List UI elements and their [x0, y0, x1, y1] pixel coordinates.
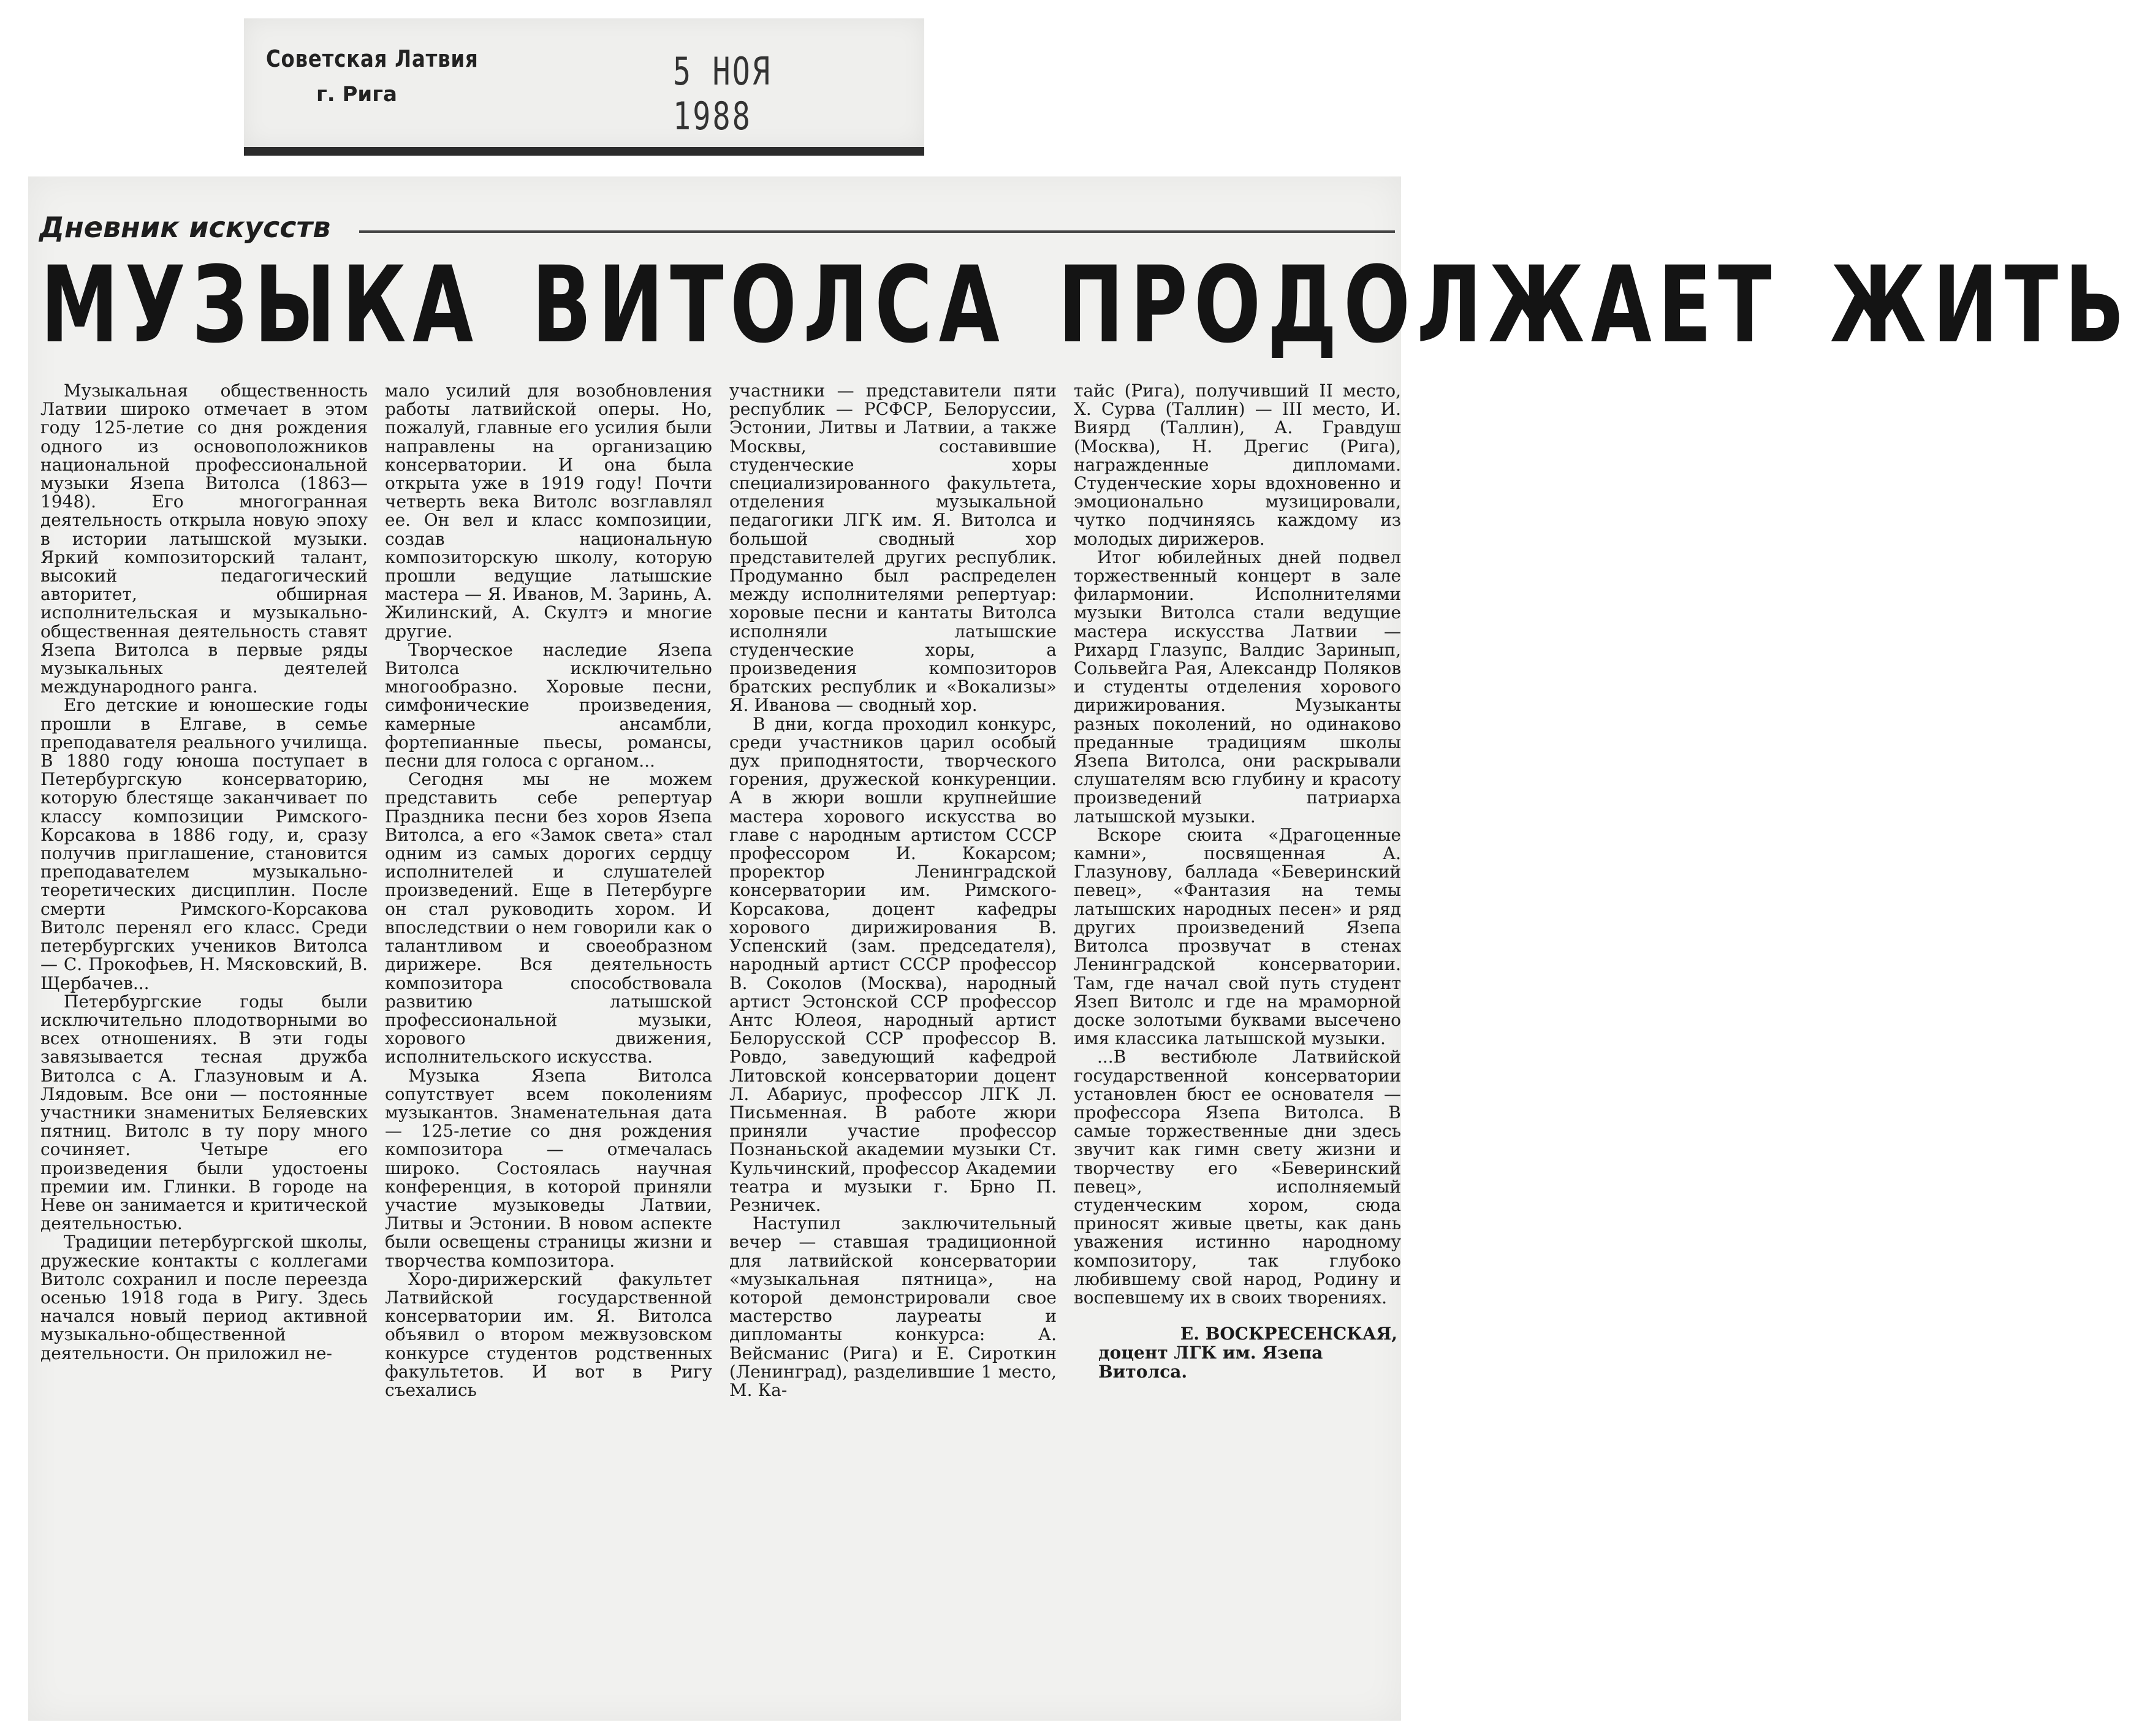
author-signature	[1074, 1324, 1401, 1381]
date-stamp: 5 НОЯ 1988	[673, 49, 772, 138]
paragraph: Музыкальная общественность Латвии широко отмечает в этом году 125-летие со дня рождения одного из основоположников национальной профессиональной музыки Язепа Витолса (1863—1948). Его многогранная деятельность открыла новую эпоху в истории латышской музыки. Яркий композиторский талант, высокий педагогический авторитет, обширная исполнительская и музыкально-общественная деятельность ставят Язепа Витолса в первые ряды музыкальных деятелей международного ранга.	[40, 381, 368, 697]
author-name: Е. ВОСКРЕСЕНСКАЯ,	[1180, 1324, 1397, 1344]
paragraph: Петербургские годы были исключительно плодотворными во всех отношениях. В эти годы завязывается тесная дружба Витолса с А. Глазуновым и А. Лядовым. Все они — постоянные участники знаменитых Беляевских пятниц. Витолс в ту пору много сочиняет. Четыре его произведения были удостоены премии им. Глинки. В городе на Неве он занимается и критической деятельностью.	[40, 991, 368, 1234]
paragraph: тайс (Рига), получивший II место, Х. Сурва (Таллин) — III место, И. Виярд (Таллин), А. Гравдуш (Москва), Н. Дрегис (Рига), награжденные дипломами. Студенческие хоры вдохновенно и эмоционально музицировали, чутко подчиняясь каждому из молодых дирижеров.	[1074, 381, 1401, 549]
paragraph: ...В вестибюле Латвийской государственной консерватории установлен бюст ее основателя — профессора Язепа Витолса. В самые торжественные дни здесь звучит как гимн свету жизни и творчеству его «Беверинский певец», исполняемый студенческим хором, сюда приносят живые цветы, как дань уважения истинно народному композитору, так глубоко любившему свой народ, Родину и воспевшему их в своих творениях.	[1074, 1047, 1401, 1308]
paragraph: участники — представители пяти республик — РСФСР, Белоруссии, Эстонии, Литвы и Латвии, а также Москвы, составившие студенческие хоры специализированного факультета, отделения музыкальной педагогики ЛГК им. Я. Витолса и большой сводный хор представителей других республик. Продуманно был распределен между исполнителями репертуар: хоровые песни и кантаты Витолса исполняли латышские студенческие хоры, а произведения композиторов братских республик и «Вокализы» Я. Иванова — сводный хор.	[729, 381, 1057, 716]
paragraph: Хоро-дирижерский факультет Латвийской государственной консерватории им. Я. Витолса объявил о втором межвузовском конкурсе студентов родственных факультетов. И вот в Ригу съехались	[385, 1268, 712, 1400]
paragraph: Итог юбилейных дней подвел торжественный концерт в зале филармонии. Исполнителями музыки Витолса стали ведущие мастера искусства Латвии — Рихард Глазупс, Валдис Заринып, Сольвейга Рая, Александр Поляков и студенты отделения хорового дирижирования. Музыканты разных поколений, но одинаково преданные традициям школы Язепа Витолса, они раскрывали слушателям всю глубину и красоту произведений патриарха латышской музыки.	[1074, 547, 1401, 827]
newspaper-name: Советская Латвия	[266, 45, 479, 72]
column-4	[1074, 382, 1401, 1699]
column-1	[40, 382, 368, 1699]
article-columns	[40, 382, 1401, 1699]
source-slip	[244, 18, 924, 156]
headline: МУЗЫКА ВИТОЛСА ПРОДОЛЖАЕТ ЖИТЬ	[40, 243, 2131, 366]
column-2	[385, 382, 712, 1699]
paragraph: Традиции петербургской школы, дружеские контакты с коллегами Витолс сохранил и после переезда осенью 1918 года в Ригу. Здесь начался новый период активной музыкально-общественной деятельности. Он приложил не-	[40, 1232, 368, 1363]
paragraph: Его детские и юношеские годы прошли в Елгаве, в семье преподавателя реального училища. В 1880 году юноша поступает в Петербургскую консерваторию, которую блестяще заканчивает по классу композиции Римского-Корсакова в 1886 году, и, сразу получив приглашение, становится преподавателем музыкально-теоретических дисциплин. После смерти Римского-Корсакова Витолс перенял его класс. Среди петербургских учеников Витолса — С. Прокофьев, Н. Мясковский, В. Щербачев...	[40, 695, 368, 993]
paragraph: Наступил заключительный вечер — ставшая традиционной для латвийской консерватории «музыкальная пятница», на которой демонстрировали свое мастерство лауреаты и дипломанты конкурса: А. Вейсманис (Рига) и Е. Сироткин (Ленинград), разделившие 1 место, М. Ка-	[729, 1213, 1057, 1400]
newspaper-city: г. Рига	[316, 82, 397, 107]
paragraph: Творческое наследие Язепа Витолса исключительно многообразно. Хоровые песни, симфонические произведения, камерные ансамбли, фортепианные пьесы, романсы, песни для голоса с органом...	[385, 639, 712, 771]
rubric: Дневник искусств	[39, 211, 331, 244]
paragraph: Сегодня мы не можем представить себе репертуар Праздника песни без хоров Язепа Витолса, а его «Замок света» стал одним из самых дорогих сердцу исполнителей и слушателей произведений. Еще в Петербурге он стал руководить хором. И впоследствии о нем говорили как о талантливом и своеобразном дирижере. Вся деятельность композитора способствовала развитию латышской профессиональной музыки, хорового движения, исполнительского искусства.	[385, 769, 712, 1067]
paragraph: В дни, когда проходил конкурс, среди участников царил особый дух приподнятости, творческого горения, дружеской конкуренции. А в жюри вошли крупнейшие мастера хорового искусства во главе с народным артистом СССР профессором И. Кокарсом; проректор Ленинградской консерватории им. Римского-Корсакова, доцент кафедры хорового дирижирования В. Успенский (зам. председателя), народный артист СССР профессор В. Соколов (Москва), народный артист Эстонской ССР профессор Антс Юлеоя, народный артист Белорусской ССР профессор В. Ровдо, заведующий кафедрой Литовской консерватории доцент Л. Абариус, профессор ЛГК Л. Письменная. В работе жюри приняли участие профессор Познаньской академии музыки Ст. Кульчинский, профессор Академии театра и музыки г. Брно П. Резничек.	[729, 713, 1057, 1215]
paragraph: Вскоре сюита «Драгоценные камни», посвященная А. Глазунову, баллада «Беверинский певец», «Фантазия на темы латышских народных песен» и ряд других произведений Язепа Витолса прозвучат в стенах Ленинградской консерватории. Там, где начал свой путь студент Язеп Витолс и где на мраморной доске золотыми буквами высечено имя классика латышской музыки.	[1074, 824, 1401, 1049]
article	[28, 176, 2131, 1721]
paragraph: мало усилий для возобновления работы латвийской оперы. Но, пожалуй, главные его усилия были направлены на организацию консерватории. И она была открыта уже в 1919 году! Почти четверть века Витолс возглавлял ее. Он вел и класс композиции, создав национальную композиторскую школу, которую прошли ведущие латышские мастера — Я. Иванов, М. Заринь, А. Жилинский, А. Скултэ и многие другие.	[385, 381, 712, 642]
author-title: доцент ЛГК им. Язепа Витолса.	[1098, 1343, 1323, 1382]
rubric-rule	[359, 230, 1395, 233]
paragraph: Музыка Язепа Витолса сопутствует всем поколениям музыкантов. Знаменательная дата — 125-летие со дня рождения композитора — отмечалась широко. Состоялась научная конференция, в которой приняли участие музыковеды Латвии, Литвы и Эстонии. В новом аспекте были освещены страницы жизни и творчества композитора.	[385, 1065, 712, 1271]
column-3	[729, 382, 1057, 1699]
